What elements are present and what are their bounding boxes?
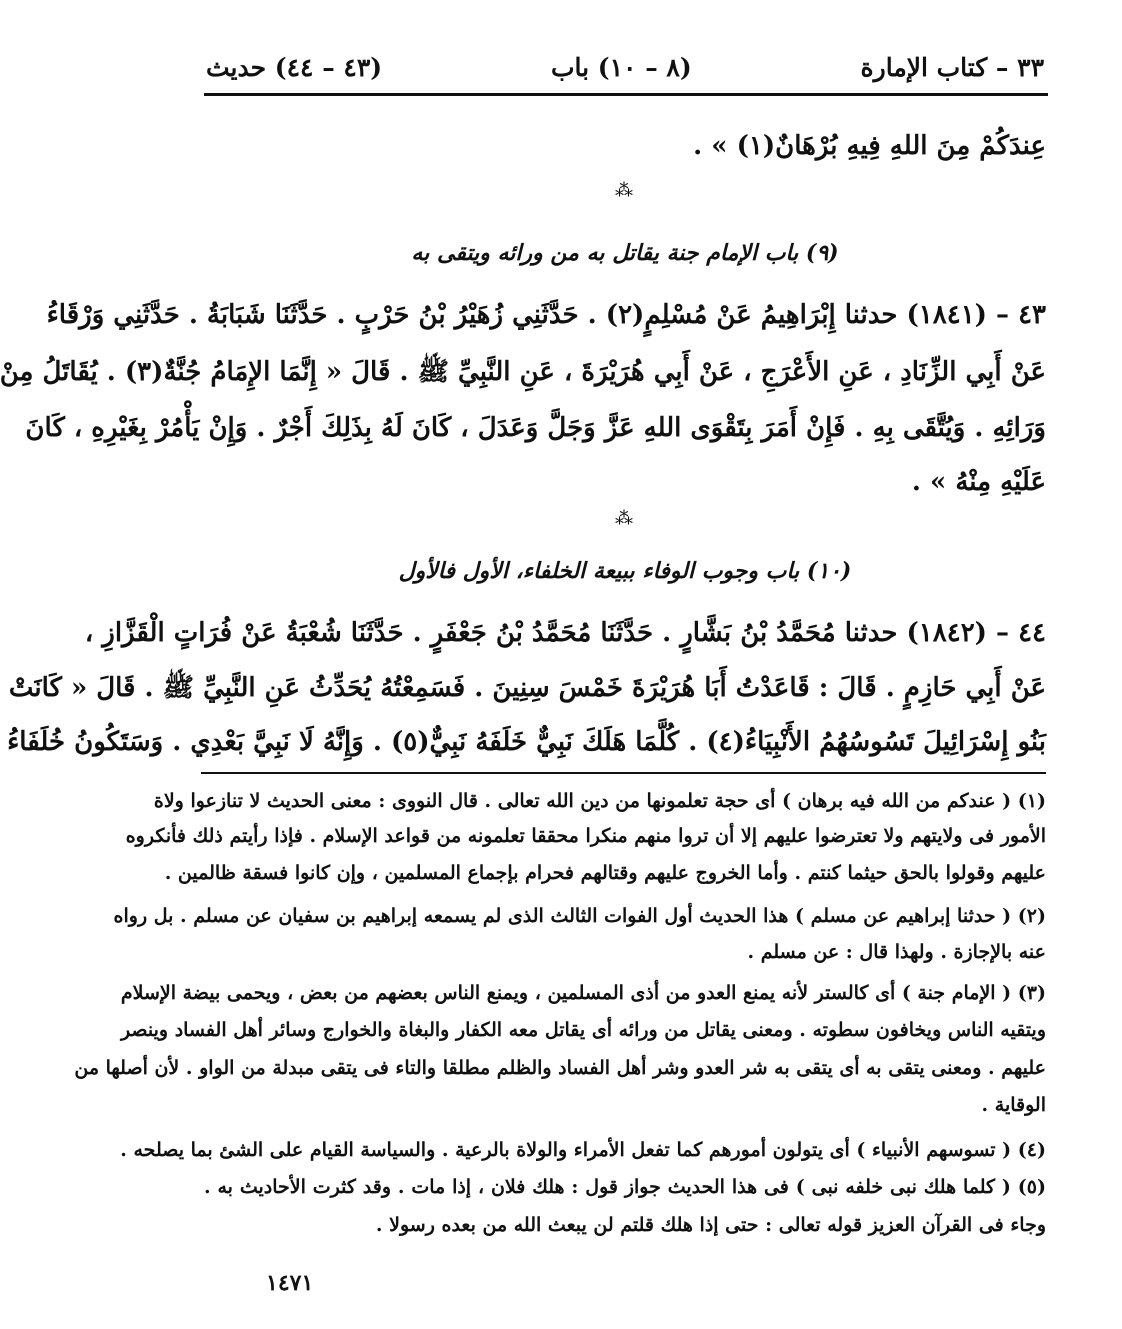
footnote-line: (٤) ( تسوسهم الأنبياء ) أى يتولون أمورهم كما تفعل الأمراء والولاة بالرعية . والسياسة القيام على الشئ بما يصلحه . bbox=[120, 1139, 1046, 1161]
header-chapter-range: (٨ – ١٠) باب bbox=[550, 52, 692, 82]
footnote-line: عليهم وقولوا بالحق حيثما كنتم . وأما الخروج عليهم وقتالهم فحرام بإجماع المسلمين ، وإن كانوا فسقة ظالمين . bbox=[164, 862, 1046, 884]
hadith-44-line: ٤٤ – (١٨٤٢) حدثنا مُحَمَّدُ بْنُ بَشَّارٍ . حَدَّثَنَا مُحَمَّدُ بْنُ جَعْفَرٍ . حَدَّثَنَا شُعْبَةُ عَنْ فُرَاتٍ الْقَزَّازِ ، bbox=[84, 618, 1046, 648]
section-separator: ⁂ bbox=[615, 508, 635, 529]
footnote-line: ويتقيه الناس ويخافون سطوته . ومعنى يقاتل من ورائه أى يقاتل معه الكفار والبغاة والخوارج وسائر أهل الفساد وينصر bbox=[120, 1019, 1046, 1041]
page-number: ١٤٧١ bbox=[266, 1270, 314, 1296]
footnote-line: (١) ( عندكم من الله فيه برهان ) أى حجة تعلمونها من دين الله تعالى . قال النووى : معنى الحديث لا تنازعوا ولاة bbox=[153, 790, 1046, 812]
chapter-heading-9: (٩) باب الإمام جنة يقاتل به من ورائه ويتقى به bbox=[411, 240, 839, 266]
header-book-title: ٣٣ – كتاب الإمارة bbox=[860, 52, 1044, 82]
section-separator: ⁂ bbox=[615, 180, 635, 201]
hadith-44-line: عَنْ أَبِي حَازِمٍ . قَالَ : قَاعَدْتُ أَبَا هُرَيْرَةَ خَمْسَ سِنِينَ . فَسَمِعْتُهُ يُحَدِّثُ عَنِ النَّبِيِّ ﷺ . قَالَ « كَانَتْ bbox=[8, 673, 1046, 703]
footnote-line: (٥) ( كلما هلك نبى خلفه نبى ) فى هذا الحديث جواز قول : هلك فلان ، إذا مات . وقد كثرت الأحاديث به . bbox=[204, 1176, 1046, 1198]
header-rule bbox=[204, 93, 1048, 96]
chapter-heading-10: (١٠) باب وجوب الوفاء ببيعة الخلفاء، الأول فالأول bbox=[398, 558, 852, 584]
footnote-line: وجاء فى القرآن العزيز قوله تعالى : حتى إذا هلك قلتم لن يبعث الله من بعده رسولا . bbox=[375, 1214, 1046, 1236]
footnote-rule bbox=[201, 772, 1046, 774]
footnote-line: (٣) ( الإمام جنة ) أى كالستر لأنه يمنع العدو من أذى المسلمين ، ويمنع الناس بعضهم من بعض ، ويحمى بيضة الإسلام bbox=[120, 982, 1046, 1004]
footnote-line: عنه بالإجازة . ولهذا قال : عن مسلم . bbox=[747, 941, 1046, 963]
hadith-43-line: وَرَائِهِ . وَيُتَّقَى بِهِ . فَإِنْ أَمَرَ بِتَقْوَى اللهِ عَزَّ وَجَلَّ وَعَدَلَ ، كَانَ لَهُ بِذَلِكَ أَجْرٌ . وَإِنْ يَأْمُرْ بِغَيْرِهِ ، كَانَ bbox=[25, 413, 1046, 443]
hadith-43-line: عَلَيْهِ مِنْهُ » . bbox=[911, 467, 1046, 497]
footnote-line: الأمور فى ولايتهم ولا تعترضوا عليهم إلا أن تروا منهم منكرا محققا تعلمونه من قواعد الإسلام . فإذا رأيتم ذلك فأنكروه bbox=[125, 825, 1046, 847]
hadith-43-line: عَنْ أَبِي الزِّنَادِ ، عَنِ الأَعْرَجِ ، عَنْ أَبِي هُرَيْرَةَ ، عَنِ النَّبِيِّ ﷺ . قَالَ « إِنَّمَا الإِمَامُ جُنَّةٌ(٣) . يُقَاتَلُ مِنْ bbox=[0, 357, 1046, 387]
footnote-line: (٢) ( حدثنا إبراهيم عن مسلم ) هذا الحديث أول الفوات الثالث الذى لم يسمعه إبراهيم بن سفيان عن مسلم . بل رواه bbox=[113, 905, 1046, 927]
footnote-line: عليهم . ومعنى يتقى به أى يتقى به شر العدو وشر أهل الفساد والظلم مطلقا والتاء فى يتقى مبدلة من الواو . لأن أصلها من bbox=[74, 1057, 1046, 1079]
hadith-43-line: ٤٣ – (١٨٤١) حدثنا إِبْرَاهِيمُ عَنْ مُسْلِمٍ(٢) . حَدَّثَنِي زُهَيْرُ بْنُ حَرْبٍ . حَدَّثَنَا شَبَابَةُ . حَدَّثَنِي وَرْقَاءُ bbox=[46, 300, 1046, 330]
continuation-line: عِندَكُمْ مِنَ اللهِ فِيهِ بُرْهَانٌ(١) » . bbox=[693, 131, 1046, 161]
header-hadith-range: (٤٣ – ٤٤) حديث bbox=[206, 52, 383, 82]
running-header bbox=[206, 44, 1044, 90]
hadith-44-line: بَنُو إِسْرَائِيلَ تَسُوسُهُمُ الأَنْبِيَاءُ(٤) . كُلَّمَا هَلَكَ نَبِيٌّ خَلَفَهُ نَبِيٌّ(٥) . وَإِنَّهُ لَا نَبِيَّ بَعْدِي . وَسَتَكُونُ خُلَفَاءُ bbox=[7, 727, 1046, 757]
footnote-line: الوقاية . bbox=[981, 1094, 1046, 1116]
